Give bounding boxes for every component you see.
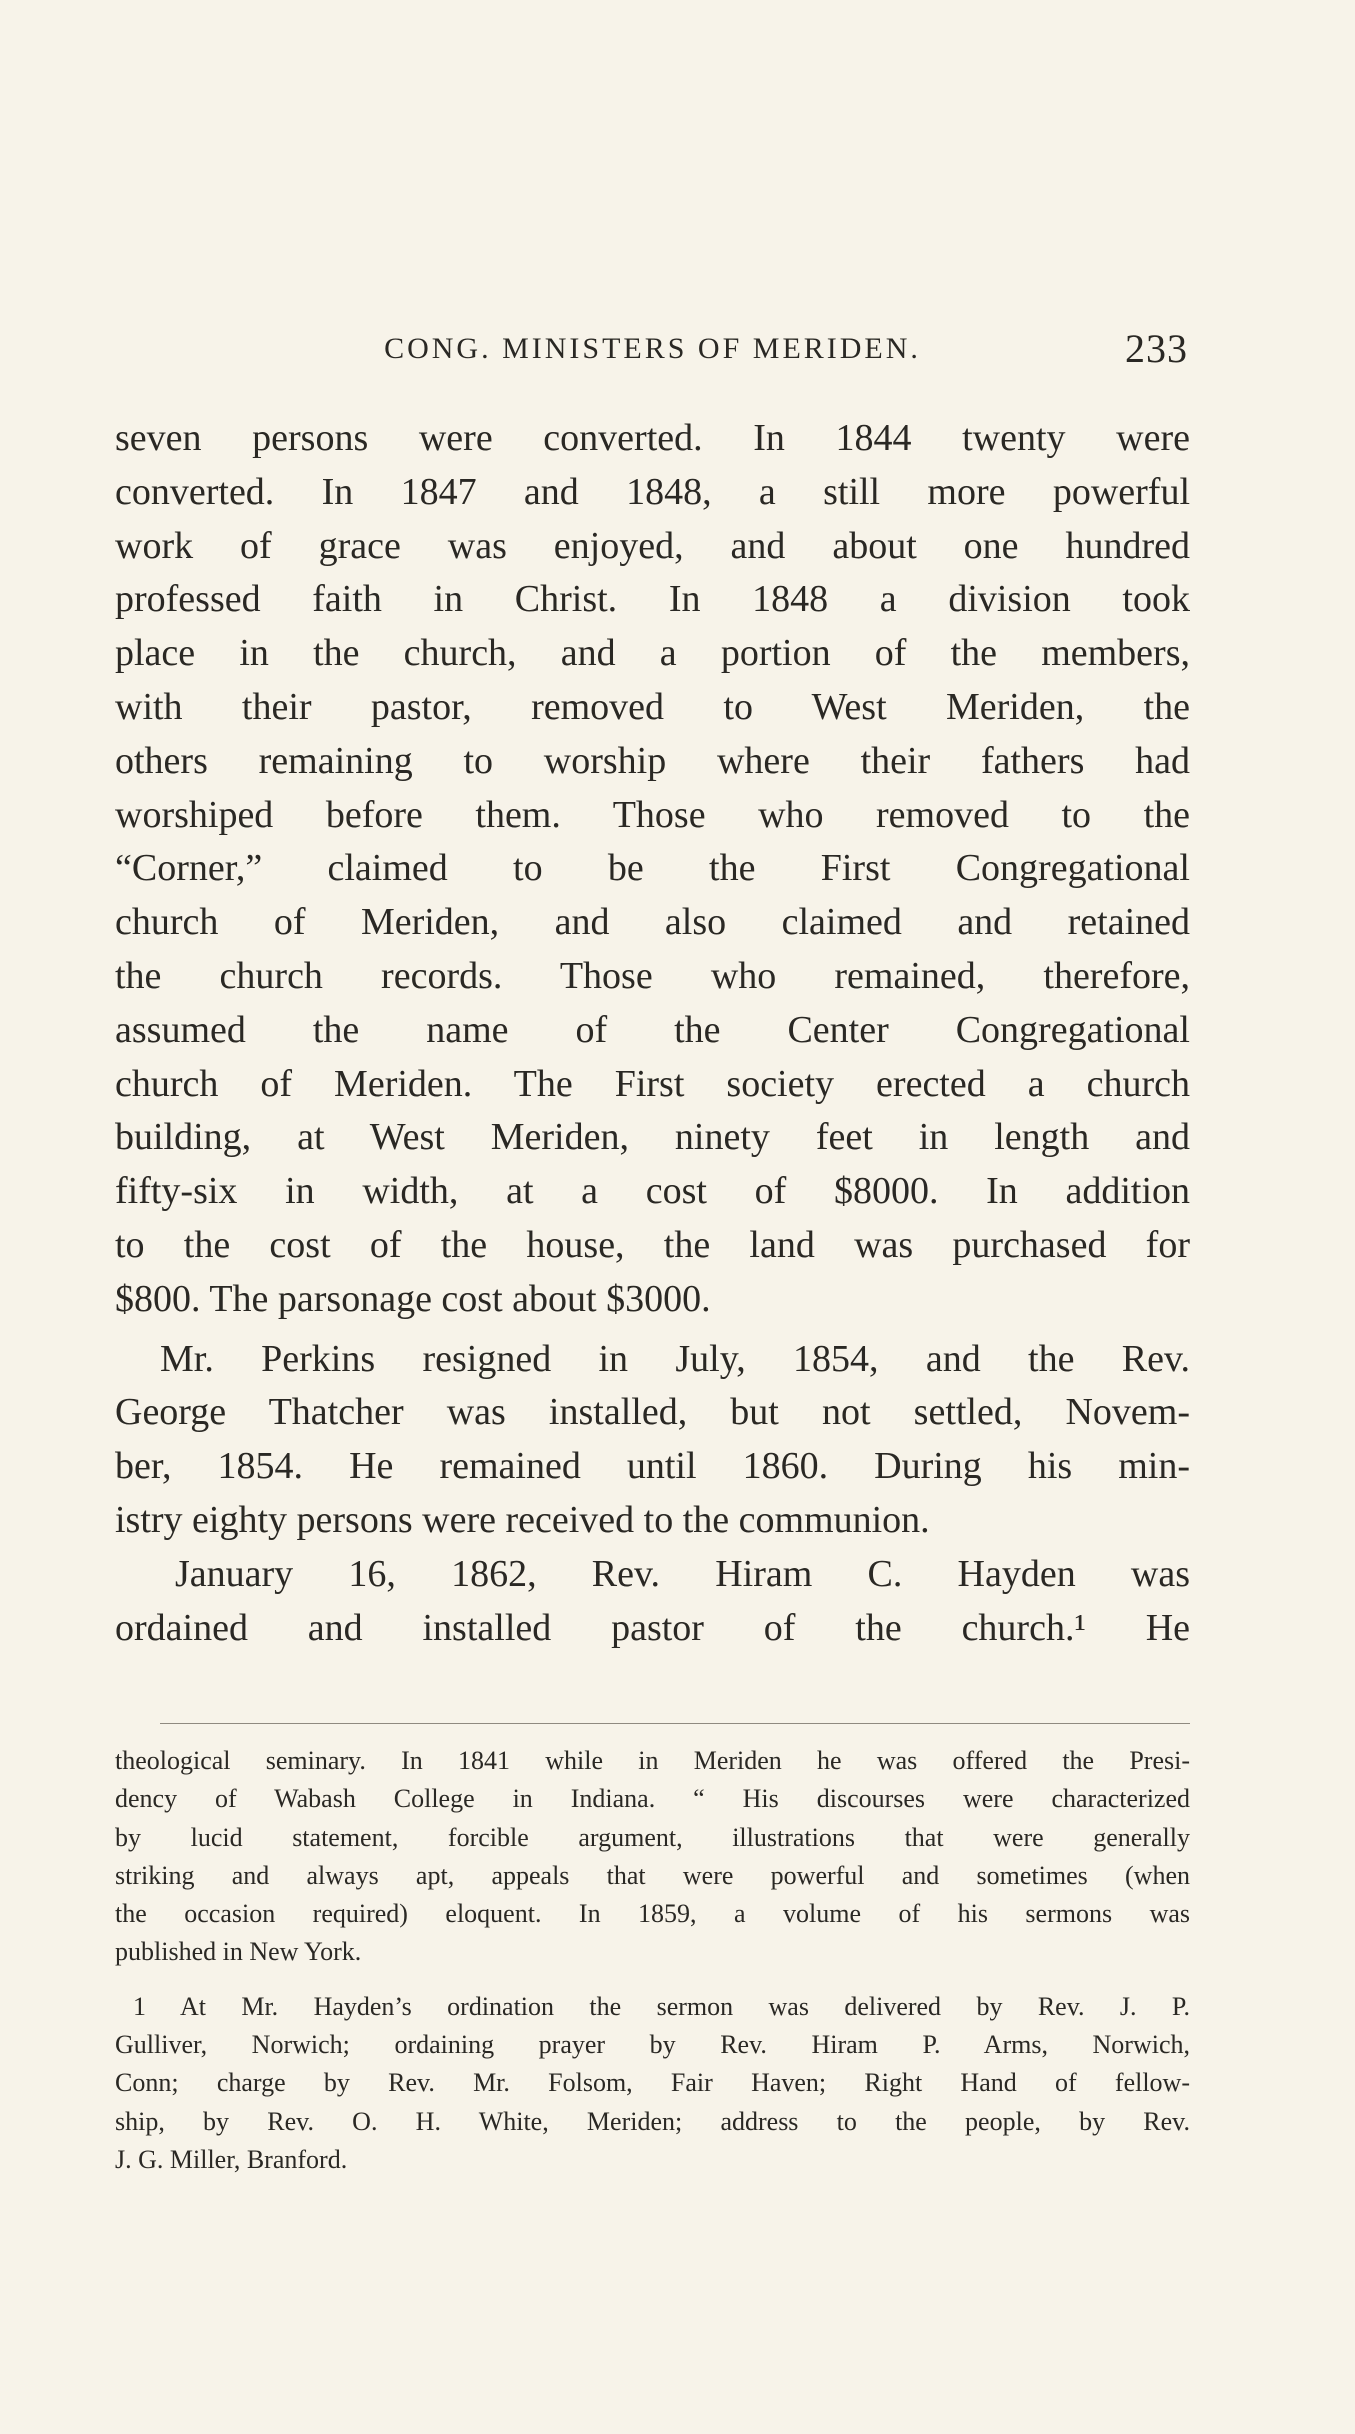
text-line: $800. The parsonage cost about $3000.	[115, 1277, 711, 1320]
paragraph	[115, 1548, 1190, 1656]
text-line: church of Meriden, and also claimed and retained	[115, 901, 1190, 944]
text-line: building, at West Meriden, ninety feet in length and	[115, 1116, 1190, 1159]
running-title: CONG. MINISTERS OF MERIDEN.	[384, 332, 921, 365]
footnote-line: the occasion required) eloquent. In 1859, a volume of his sermons was	[115, 1899, 1190, 1929]
footnote-line: striking and always apt, appeals that were powerful and sometimes (when	[115, 1860, 1190, 1890]
text-line: work of grace was enjoyed, and about one hundred	[115, 524, 1190, 567]
paragraph	[115, 412, 1190, 1327]
footnote-line: by lucid statement, forcible argument, illustrations that were generally	[115, 1822, 1190, 1852]
footnote-gap	[115, 1972, 1190, 1988]
text-line: worshiped before them. Those who removed to the	[115, 793, 1190, 836]
footnote-line: 1 At Mr. Hayden’s ordination the sermon was delivered by Rev. J. P.	[133, 1991, 1190, 2021]
footnote-line: J. G. Miller, Branford.	[115, 2144, 348, 2174]
footnote-line: dency of Wabash College in Indiana. “ His discourses were characterized	[115, 1784, 1190, 1814]
text-line: assumed the name of the Center Congregational	[115, 1008, 1190, 1051]
page-number: 233	[1125, 326, 1188, 371]
footnote-line: Conn; charge by Rev. Mr. Folsom, Fair Haven; Right Hand of fellow-	[115, 2068, 1190, 2098]
footnote-line: published in New York.	[115, 1937, 362, 1967]
footnote-rule	[160, 1723, 1190, 1724]
footnote-continued	[115, 1742, 1190, 1972]
text-line: seven persons were converted. In 1844 twenty were	[115, 417, 1190, 459]
main-text	[115, 412, 1190, 1655]
text-line: Mr. Perkins resigned in July, 1854, and the Rev.	[160, 1337, 1190, 1380]
text-line: fifty-six in width, at a cost of $8000. In addition	[115, 1170, 1190, 1213]
footnote-line: ship, by Rev. O. H. White, Meriden; address to the people, by Rev.	[115, 2106, 1190, 2136]
paragraph	[115, 1333, 1190, 1548]
text-line: “Corner,” claimed to be the First Congregational	[115, 847, 1190, 890]
text-line: ordained and installed pastor of the church.¹ He	[115, 1606, 1190, 1649]
footnotes	[115, 1742, 1190, 2179]
text-line: converted. In 1847 and 1848, a still more powerful	[115, 470, 1190, 513]
text-line: church of Meriden. The First society erected a church	[115, 1062, 1190, 1105]
footnote-1	[115, 1988, 1190, 2179]
text-line: ber, 1854. He remained until 1860. During his min-	[115, 1445, 1190, 1488]
text-line: January 16, 1862, Rev. Hiram C. Hayden was	[175, 1552, 1190, 1595]
text-line: others remaining to worship where their fathers had	[115, 739, 1190, 782]
running-head	[115, 320, 1190, 380]
text-line: professed faith in Christ. In 1848 a division took	[115, 578, 1190, 621]
text-line: to the cost of the house, the land was purchased for	[115, 1223, 1190, 1266]
text-line: istry eighty persons were received to the communion.	[115, 1498, 930, 1541]
text-line: place in the church, and a portion of the members,	[115, 632, 1190, 675]
text-line: the church records. Those who remained, therefore,	[115, 954, 1190, 997]
footnote-line: theological seminary. In 1841 while in Meriden he was offered the Presi-	[115, 1746, 1190, 1775]
footnote-line: Gulliver, Norwich; ordaining prayer by Rev. Hiram P. Arms, Norwich,	[115, 2030, 1190, 2060]
text-line: George Thatcher was installed, but not settled, Novem-	[115, 1391, 1190, 1434]
text-line: with their pastor, removed to West Meriden, the	[115, 685, 1190, 728]
